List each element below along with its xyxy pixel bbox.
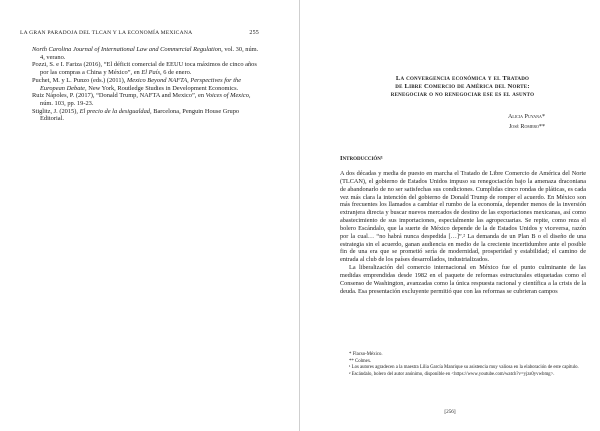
section-heading: Introducción¹: [340, 155, 383, 162]
page-number: 255: [249, 30, 259, 36]
reference-item: North Carolina Journal of International Law and Commercial Regulation, vol. 30, núm. 4, verano.: [32, 46, 259, 61]
footnote: ² Escándalo, bolero del autor anónimo, disponible en <https://www.youtube.com/watch?v=yjzs0yvwbmg>.: [349, 372, 555, 378]
reference-item: Ruiz Nápoles, P. (2017), “Donald Trump, NAFTA and Mexico”, en Voices of Mexico, núm. 103, pp. 19-23.: [32, 92, 251, 107]
footnotes: [340, 352, 586, 379]
reference-item: Stiglitz, J. (2015), El precio de la desigualdad, Barcelona, Penguin House Grupo Editorial.: [32, 107, 240, 123]
running-head-title: LA GRAN PARADOJA DEL TLCAN Y LA ECONOMÍA MEXICANA: [20, 30, 193, 36]
reference-item: Pozzi, S. e I. Fariza (2016), “El déficit comercial de EEUU toca máximos de cinco años por las compras a China y México”, en El País, 6 de enero.: [32, 61, 257, 77]
author-name: Alicia Puyana*: [507, 114, 545, 120]
folio: [256]: [444, 409, 456, 415]
body-text: [340, 170, 586, 296]
author-list: [508, 112, 545, 132]
footnote: * Flacso-México.: [349, 352, 383, 357]
footnote: ¹ Los autores agradecen a la maestra Lilia García Manrique su asistencia muy valiosa en la elaboración de este capítulo.: [349, 365, 579, 371]
footnote: ** Colmex.: [349, 358, 372, 364]
article-title: La convergencia económica y el Tratado de Libre Comercio de América del Norte: renegociar o no renegociar ese es el asunto: [390, 75, 535, 99]
paragraph: A dos décadas y media de puesto en marcha el Tratado de Libre Comercio de América del Norte (TLCAN), el gobierno de Estados Unidos impuso su renegociación bajo la amenaza draconiana de abandonarlo de no ser satisfechas sus condiciones. Cumplidas cinco rondas de pláticas, es cada vez más clara la intención del gobierno de Donald Trump de romper el acuerdo. En México son más frecuentes los llamados a cambiar el rumbo de la economía, depender menos de la inversión extranjera directa y buscar nuevos mercados de destino de las exportaciones mexicanas, así como abastecimiento de sus importaciones, especialmente las agropecuarias. Se repite, como reza el bolero Escándalo, que la suerte de México depende de la de Estados Unidos y viceversa, razón por la cual… “no habrá nunca despedida […]”.² La demanda de un Plan B o el diseño de una estrategia sin el acuerdo, ganan audiencia en medio de la creciente incertidumbre ante el posible fin de una era que se prometió sería de modernidad, prosperidad y estabilidad; el camino de entrada al club de los países desarrollados, industrializados.: [340, 170, 586, 264]
reference-list: [32, 46, 264, 123]
running-head: [20, 30, 259, 36]
reference-item: Puchet, M. y L. Punzo (eds.) (2011), Mexico Beyond NAFTA, Perspectives for the European Debate, New York, Routledge Studies in Development Economics.: [32, 76, 242, 92]
paragraph: La liberalización del comercio internacional en México fue el punto culminante de las medidas emprendidas desde 1982 en el paquete de reformas estructurales etiquetadas como el Consenso de Washington, avanzadas como la única respuesta racional y científica a la crisis de la deuda. Esa presentación excluyente permitió que con las reformas se cubrieran campos: [340, 264, 586, 295]
author-name: José Romero**: [508, 124, 545, 130]
